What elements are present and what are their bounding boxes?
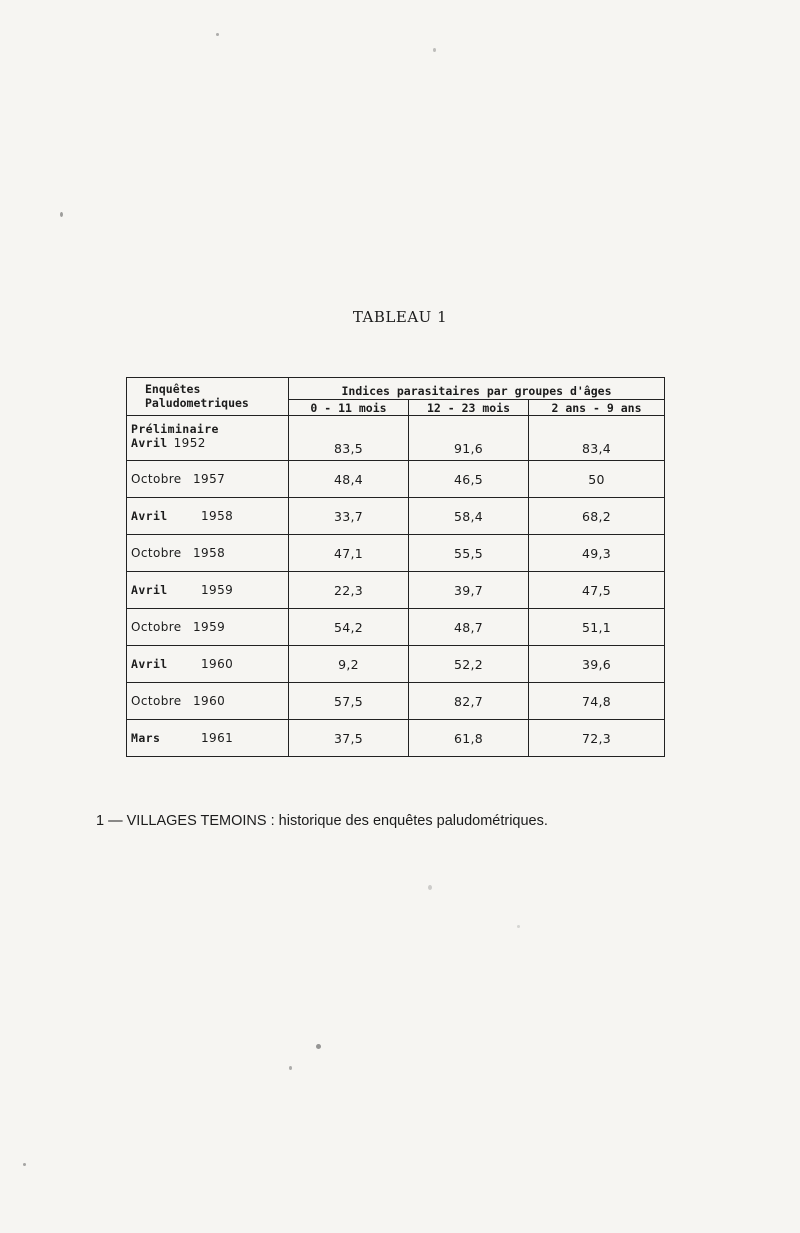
value-cell: 39,6 [529,646,665,683]
value-cell: 49,3 [529,535,665,572]
surveys-header-line1: Enquêtes [145,382,201,396]
value-cell: 83,4 [529,416,665,461]
table-body [127,461,665,757]
value-cell: 68,2 [529,498,665,535]
value-cell: 57,5 [289,683,409,720]
value-cell: 47,5 [529,572,665,609]
value-cell: 83,5 [289,416,409,461]
row-label-year: 1959 [201,583,234,597]
table-row [127,461,665,498]
row-label [127,609,289,646]
subheader-2-9-years: 2 ans - 9 ans [529,400,665,416]
row-label [127,535,289,572]
table-row [127,498,665,535]
row-label-month: Octobre [131,546,182,560]
value-cell: 37,5 [289,720,409,757]
value-cell: 61,8 [409,720,529,757]
row-label-year: 1957 [193,472,226,486]
row-label-year: 1960 [201,657,234,671]
row-label [127,498,289,535]
row-label-year: 1958 [193,546,226,560]
row-label [127,646,289,683]
table-row [127,535,665,572]
table-row [127,683,665,720]
value-cell: 22,3 [289,572,409,609]
row-label-month: Mars [131,731,161,745]
row-label [127,683,289,720]
surveys-header-line2: Paludometriques [145,396,249,410]
row-label-month: Avril [131,657,168,671]
value-cell: 91,6 [409,416,529,461]
value-cell: 50 [529,461,665,498]
value-cell: 55,5 [409,535,529,572]
value-cell: 51,1 [529,609,665,646]
row-label [127,416,289,461]
row-label-month: Avril [131,509,168,523]
table-row [127,416,665,461]
value-cell: 58,4 [409,498,529,535]
scan-speck [428,885,432,890]
row-label-month: Octobre [131,620,182,634]
row-label-year: 1960 [193,694,226,708]
row-label [127,720,289,757]
row-label-year: 1958 [201,509,234,523]
row-label [127,461,289,498]
age-group-header: Indices parasitaires par groupes d'âges [289,378,665,400]
value-cell: 46,5 [409,461,529,498]
row-label-year: 1952 [173,436,206,450]
row-label [127,572,289,609]
row-label-month: Octobre [131,472,182,486]
row-label-month: Avril [131,583,168,597]
scan-speck [23,1163,26,1166]
row-label-line2 [131,436,288,450]
value-cell: 39,7 [409,572,529,609]
surveys-header-cell [127,378,289,416]
parasite-index-table-wrapper [126,377,664,757]
row-label-line1: Préliminaire [131,422,219,436]
row-label-year: 1959 [193,620,226,634]
scan-speck [517,925,520,928]
value-cell: 82,7 [409,683,529,720]
row-label-year: 1961 [201,731,234,745]
value-cell: 47,1 [289,535,409,572]
row-label-month: Avril [131,436,168,450]
scan-speck [216,33,219,36]
header-row [127,378,665,400]
value-cell: 74,8 [529,683,665,720]
table-row [127,720,665,757]
value-cell: 48,7 [409,609,529,646]
value-cell: 54,2 [289,609,409,646]
row-label-month: Octobre [131,694,182,708]
value-cell: 48,4 [289,461,409,498]
value-cell: 72,3 [529,720,665,757]
table-row [127,646,665,683]
scan-speck [433,48,436,52]
table-title: TABLEAU 1 [352,308,448,326]
table-row [127,572,665,609]
value-cell: 52,2 [409,646,529,683]
subheader-0-11-months: 0 - 11 mois [289,400,409,416]
subheader-12-23-months: 12 - 23 mois [409,400,529,416]
scan-speck [289,1066,292,1070]
scan-speck [60,212,63,217]
figure-caption: 1 — VILLAGES TEMOINS : historique des enquêtes paludométriques. [96,813,548,829]
scan-speck [316,1044,321,1049]
value-cell: 33,7 [289,498,409,535]
value-cell: 9,2 [289,646,409,683]
table-row [127,609,665,646]
parasite-index-table [126,377,665,757]
